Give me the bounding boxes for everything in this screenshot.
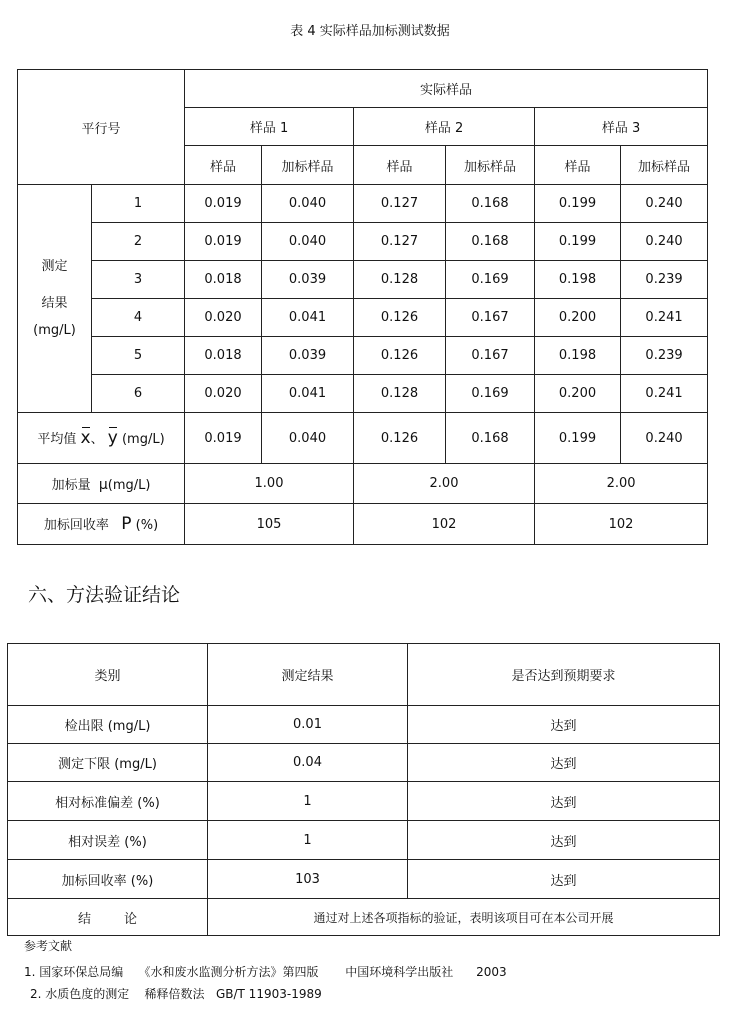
mu-symbol: μ bbox=[98, 477, 108, 493]
data-cell: 0.019 bbox=[185, 223, 262, 261]
table-row bbox=[8, 782, 720, 821]
p-symbol: P bbox=[121, 514, 132, 534]
status-cell: 达到 bbox=[408, 744, 720, 782]
table-row bbox=[18, 223, 708, 261]
table-row bbox=[18, 261, 708, 299]
y-bar-symbol: y bbox=[107, 428, 118, 448]
parallel-no-header: 平行号 bbox=[18, 70, 185, 185]
mean-value: 0.199 bbox=[535, 413, 621, 464]
category-cell: 测定下限 (mg/L) bbox=[8, 744, 208, 782]
references-title: 参考文献 bbox=[24, 939, 73, 953]
reference-item: 2. 水质色度的测定 稀释倍数法 GB/T 11903-1989 bbox=[30, 987, 322, 1001]
table-row bbox=[8, 744, 720, 782]
data-cell: 0.020 bbox=[185, 299, 262, 337]
conclusion-label: 结 论 bbox=[8, 899, 208, 936]
mean-row bbox=[18, 413, 708, 464]
sub-header: 加标样品 bbox=[262, 146, 354, 185]
result-header: 测定结果 bbox=[208, 644, 408, 706]
data-cell: 0.126 bbox=[354, 337, 446, 375]
table-row bbox=[18, 337, 708, 375]
data-cell: 0.020 bbox=[185, 375, 262, 413]
sample-3-header: 样品 3 bbox=[535, 108, 708, 146]
category-cell: 相对误差 (%) bbox=[8, 821, 208, 860]
result-cell: 1 bbox=[208, 821, 408, 860]
spike-unit: (mg/L) bbox=[107, 478, 151, 493]
spike-amount-value: 1.00 bbox=[185, 464, 354, 504]
x-bar-symbol: x bbox=[80, 428, 91, 448]
data-cell: 0.241 bbox=[621, 375, 708, 413]
sub-header: 加标样品 bbox=[446, 146, 535, 185]
conclusion-row bbox=[8, 899, 720, 936]
sub-header: 样品 bbox=[354, 146, 446, 185]
sub-header: 样品 bbox=[535, 146, 621, 185]
category-cell: 检出限 (mg/L) bbox=[8, 706, 208, 744]
status-cell: 达到 bbox=[408, 706, 720, 744]
data-cell: 0.127 bbox=[354, 223, 446, 261]
header-row-1 bbox=[18, 70, 708, 108]
category-cell: 相对标准偏差 (%) bbox=[8, 782, 208, 821]
measure-label bbox=[18, 185, 92, 413]
data-cell: 0.128 bbox=[354, 375, 446, 413]
data-cell: 0.127 bbox=[354, 185, 446, 223]
mean-label bbox=[18, 413, 185, 464]
mean-value: 0.040 bbox=[262, 413, 354, 464]
result-cell: 1 bbox=[208, 782, 408, 821]
data-cell: 0.019 bbox=[185, 185, 262, 223]
spike-amount-label bbox=[18, 464, 185, 504]
result-cell: 0.01 bbox=[208, 706, 408, 744]
section-title: 六、方法验证结论 bbox=[28, 584, 181, 606]
status-cell: 达到 bbox=[408, 860, 720, 899]
row-number: 2 bbox=[92, 223, 185, 261]
data-cell: 0.167 bbox=[446, 337, 535, 375]
data-cell: 0.039 bbox=[262, 261, 354, 299]
data-cell: 0.239 bbox=[621, 337, 708, 375]
sub-header: 加标样品 bbox=[621, 146, 708, 185]
spike-amount-text: 加标量 bbox=[51, 478, 91, 493]
row-number: 4 bbox=[92, 299, 185, 337]
result-cell: 0.04 bbox=[208, 744, 408, 782]
status-cell: 达到 bbox=[408, 821, 720, 860]
spike-test-table bbox=[17, 69, 708, 545]
table-row bbox=[8, 821, 720, 860]
spike-amount-row bbox=[18, 464, 708, 504]
category-header: 类别 bbox=[8, 644, 208, 706]
recovery-unit: (%) bbox=[135, 518, 159, 533]
data-cell: 0.168 bbox=[446, 185, 535, 223]
actual-sample-header: 实际样品 bbox=[185, 70, 708, 108]
table-row bbox=[18, 375, 708, 413]
data-cell: 0.199 bbox=[535, 223, 621, 261]
data-cell: 0.128 bbox=[354, 261, 446, 299]
method-verification-table bbox=[7, 643, 720, 936]
spike-amount-value: 2.00 bbox=[354, 464, 535, 504]
table-caption: 表 4 实际样品加标测试数据 bbox=[290, 24, 450, 39]
recovery-row bbox=[18, 504, 708, 545]
data-cell: 0.240 bbox=[621, 185, 708, 223]
recovery-value: 102 bbox=[535, 504, 708, 545]
row-number: 5 bbox=[92, 337, 185, 375]
data-cell: 0.169 bbox=[446, 261, 535, 299]
data-cell: 0.241 bbox=[621, 299, 708, 337]
result-cell: 103 bbox=[208, 860, 408, 899]
table-row bbox=[8, 860, 720, 899]
reference-item: 1. 国家环保总局编 《水和废水监测分析方法》第四版 中国环境科学出版社 2003 bbox=[24, 965, 507, 979]
table-row bbox=[18, 185, 708, 223]
mean-separator: 、 bbox=[90, 432, 104, 447]
recovery-value: 102 bbox=[354, 504, 535, 545]
data-cell: 0.039 bbox=[262, 337, 354, 375]
category-cell: 加标回收率 (%) bbox=[8, 860, 208, 899]
sample-2-header: 样品 2 bbox=[354, 108, 535, 146]
row-number: 6 bbox=[92, 375, 185, 413]
data-cell: 0.167 bbox=[446, 299, 535, 337]
conclusion-text: 通过对上述各项指标的验证，表明该项目可在本公司开展 bbox=[208, 899, 720, 936]
recovery-value: 105 bbox=[185, 504, 354, 545]
data-cell: 0.018 bbox=[185, 261, 262, 299]
data-cell: 0.041 bbox=[262, 375, 354, 413]
data-cell: 0.041 bbox=[262, 299, 354, 337]
data-cell: 0.240 bbox=[621, 223, 708, 261]
data-cell: 0.200 bbox=[535, 299, 621, 337]
data-cell: 0.239 bbox=[621, 261, 708, 299]
measure-label-line: (mg/L) bbox=[33, 323, 76, 338]
status-cell: 达到 bbox=[408, 782, 720, 821]
spike-amount-value: 2.00 bbox=[535, 464, 708, 504]
data-cell: 0.168 bbox=[446, 223, 535, 261]
mean-value: 0.019 bbox=[185, 413, 262, 464]
data-cell: 0.040 bbox=[262, 185, 354, 223]
header-row bbox=[8, 644, 720, 706]
row-number: 1 bbox=[92, 185, 185, 223]
data-cell: 0.040 bbox=[262, 223, 354, 261]
sample-1-header: 样品 1 bbox=[185, 108, 354, 146]
mean-value: 0.168 bbox=[446, 413, 535, 464]
row-number: 3 bbox=[92, 261, 185, 299]
data-cell: 0.199 bbox=[535, 185, 621, 223]
recovery-text: 加标回收率 bbox=[43, 518, 109, 533]
mean-value: 0.240 bbox=[621, 413, 708, 464]
measure-label-line: 结果 bbox=[41, 296, 68, 311]
measure-label-line: 测定 bbox=[41, 259, 68, 274]
data-cell: 0.198 bbox=[535, 261, 621, 299]
data-cell: 0.169 bbox=[446, 375, 535, 413]
table-row bbox=[18, 299, 708, 337]
recovery-label bbox=[18, 504, 185, 545]
data-cell: 0.200 bbox=[535, 375, 621, 413]
mean-unit: (mg/L) bbox=[121, 432, 165, 447]
mean-label-text: 平均值 bbox=[37, 432, 77, 447]
data-cell: 0.018 bbox=[185, 337, 262, 375]
mean-value: 0.126 bbox=[354, 413, 446, 464]
sub-header: 样品 bbox=[185, 146, 262, 185]
status-header: 是否达到预期要求 bbox=[408, 644, 720, 706]
table-row bbox=[8, 706, 720, 744]
data-cell: 0.198 bbox=[535, 337, 621, 375]
data-cell: 0.126 bbox=[354, 299, 446, 337]
